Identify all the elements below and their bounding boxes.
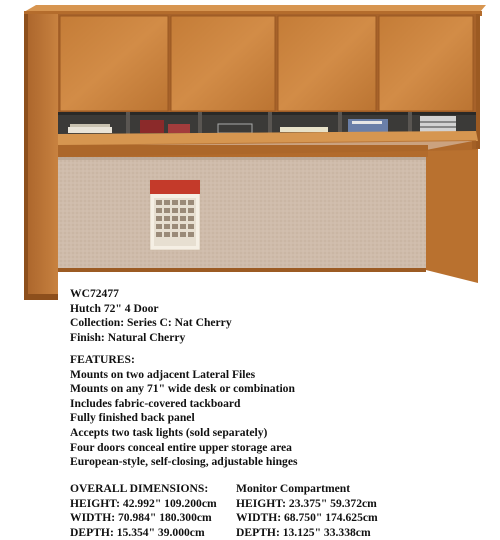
- overall-dimensions: [70, 482, 217, 540]
- feature-item: European-style, self-closing, adjustable hinges: [70, 455, 298, 469]
- features-heading: FEATURES:: [70, 353, 135, 366]
- features-list: [70, 353, 298, 470]
- overall-height: HEIGHT: 42.992" 109.200cm: [70, 496, 217, 510]
- feature-item: Accepts two task lights (sold separately): [70, 425, 268, 439]
- product-name: Hutch 72" 4 Door: [70, 301, 159, 315]
- feature-item: Four doors conceal entire upper storage area: [70, 440, 292, 454]
- tackboard: [58, 157, 426, 270]
- overall-dimensions-heading: OVERALL DIMENSIONS:: [70, 482, 209, 495]
- door-3: [278, 16, 376, 111]
- monitor-width: WIDTH: 68.750" 174.625cm: [236, 511, 378, 525]
- product-collection: Collection: Series C: Nat Cherry: [70, 316, 232, 330]
- feature-item: Fully finished back panel: [70, 411, 195, 425]
- upper-doors: [60, 16, 473, 111]
- overall-depth: DEPTH: 15.354" 39.000cm: [70, 525, 205, 539]
- hutch-top: [24, 5, 486, 12]
- monitor-compartment-heading: Monitor Compartment: [236, 482, 351, 495]
- hutch-right-side: [426, 140, 478, 283]
- monitor-compartment: [236, 482, 378, 540]
- feature-item: Includes fabric-covered tackboard: [70, 396, 241, 410]
- monitor-height: HEIGHT: 23.375" 59.372cm: [236, 496, 377, 510]
- monitor-depth: DEPTH: 13.125" 33.338cm: [236, 525, 371, 539]
- hutch-left-side: [24, 14, 58, 300]
- feature-item: Mounts on two adjacent Lateral Files: [70, 367, 256, 381]
- cubby-row: [58, 112, 476, 134]
- calendar-image: [150, 180, 200, 250]
- door-2: [171, 16, 275, 111]
- product-sku: WC72477: [70, 287, 119, 300]
- product-finish: Finish: Natural Cherry: [70, 330, 186, 344]
- feature-item: Mounts on any 71" wide desk or combination: [70, 382, 295, 396]
- door-1: [60, 16, 168, 111]
- door-4: [379, 16, 473, 111]
- overall-width: WIDTH: 70.984" 180.300cm: [70, 511, 212, 525]
- product-info: [70, 287, 232, 345]
